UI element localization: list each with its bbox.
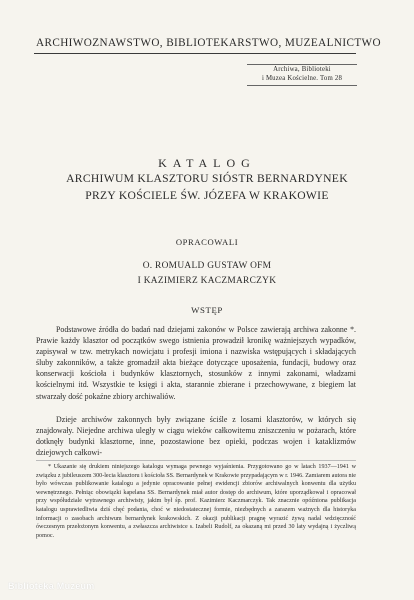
source-line-2: i Muzea Kościelne. Tom 28 [261, 74, 343, 82]
body-paragraph-1: Podstawowe źródła do badań nad dziejami zakonów w Polsce zawierają archiwa zakonne *. Prawie każdy klasztor od początków swego istnienia prowadził kronikę ważniejszych wypadków, zapisywał w tzw. metrykach nowicjatu i profesji imiona i nazwiska wstępujących i składających śluby zakonników, a także gromadził akta bieżące dotyczące uposażenia, fundacji, budowy oraz konserwacji kościoła i budynków klasztornych, stosunków z innymi zakonami, władzami kościelnymi itd. Wszystkie te księgi i akta, starannie zbierane i przechowywane, z biegiem lat stwarzały dość pokaźne zbiory archiwaliów. [36, 325, 356, 401]
author-2: I KAZIMIERZ KACZMARCZYK [137, 276, 277, 286]
author-1: O. ROMUALD GUSTAW OFM [142, 261, 272, 271]
source-box [247, 66, 357, 83]
watermark: Biblioteka Muzeum [8, 581, 95, 591]
body-paragraph-2: Dzieje archiwów zakonnych były związane ściśle z losami klasztorów, w których się znajdowały. Niejedne archiwa uległy w ciągu wieków całkowitemu zniszczeniu w pożarach, które dotknęły budynki klasztorne, inne, pozostawione bez opieki, podczas wojen i kataklizmów dziejowych całkowi- [36, 415, 356, 458]
footnote: * Ukazanie się drukiem niniejszego katalogu wymaga pewnego wyjaśnienia. Przygotowano go w latach 1937—1941 w związku z jubileuszem 300-lecia klasztoru i kościoła SS. Bernardynek w Krakowie przypadającym w r. 1946. Zamiarem autora nie było wówczas publikowanie katalogu a jedynie opracowanie pełnej ewidencji zbiorów archiwalnych konwentu dla użytku wewnętrznego. Pełniąc obowiązki kapelana SS. Bernardynek miał autor dostęp do archiwum, które uporządkował i opracował przy współudziale wytrawnego archiwisty, jakim był śp. prof. Kazimierz Kaczmarczyk. Tak znacznie opóźniona publikacja katalogu usprawiedliwia dziś chęć podania, choć w niedostatecznej formie, niezbędnych a zarazem ważnych dla historyka informacji o zasobach archiwum bernardynek krakowskich. Z okazji publikacji pragnę wyrazić żywą nadal wdzięczność ówczesnym przełożonym konwentu, a zwłaszcza archiwistce s. Izabeli Rudolf, za okazaną mi przed 30 laty wydajną i życzliwą pomoc. [36, 464, 356, 539]
section-heading: WSTĘP [191, 305, 223, 315]
credits-label: OPRACOWALI [175, 237, 239, 247]
title-line-3: PRZY KOŚCIELE ŚW. JÓZEFA W KRAKOWIE [85, 189, 329, 202]
title-line-2: ARCHIWUM KLASZTORU SIÓSTR BERNARDYNEK [66, 172, 348, 185]
source-box-bottom-rule [247, 85, 357, 86]
footnote-rule [36, 460, 356, 461]
source-box-top-rule [247, 64, 357, 65]
source-line-1: Archiwa, Biblioteki [273, 66, 331, 73]
header-rule [34, 53, 356, 54]
title-katalog: KATALOG [158, 156, 256, 170]
journal-header: ARCHIWOZNAWSTWO, BIBLIOTEKARSTWO, MUZEALNICTWO [36, 37, 381, 49]
